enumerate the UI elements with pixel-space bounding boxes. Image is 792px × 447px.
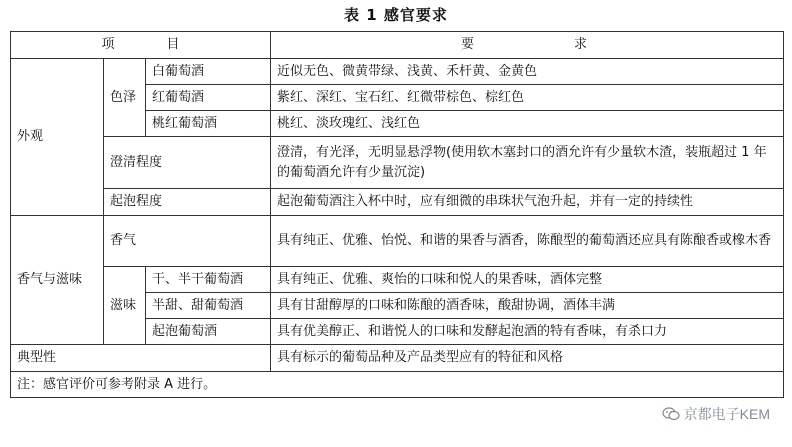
item-white-wine: 白葡萄酒 xyxy=(146,59,271,85)
table-header-row xyxy=(11,32,784,59)
item-sweet-wine: 半甜、甜葡萄酒 xyxy=(146,293,271,319)
req-clarity: 澄清，有光泽，无明显悬浮物(使用软木塞封口的酒允许有少量软木渣，装瓶超过 1 年的葡萄酒允许有少量沉淀) xyxy=(271,137,784,189)
table-note-row xyxy=(11,372,784,398)
item-sparkling-wine: 起泡葡萄酒 xyxy=(146,319,271,345)
table-note: 注：感官评价可参考附录 A 进行。 xyxy=(11,372,784,398)
item-rose-wine: 桃红葡萄酒 xyxy=(146,111,271,137)
watermark-text: 京都电子KEM xyxy=(683,406,770,422)
table-title: 表 1 感官要求 xyxy=(344,6,448,24)
req-dry-wine: 具有纯正、优雅、爽怡的口味和悦人的果香味，酒体完整 xyxy=(271,267,784,293)
table-row xyxy=(11,59,784,85)
req-bubbling: 起泡葡萄酒注入杯中时，应有细微的串珠状气泡升起，并有一定的持续性 xyxy=(271,189,784,216)
table-row xyxy=(11,345,784,372)
watermark xyxy=(662,404,770,424)
table-row xyxy=(11,137,784,189)
item-clarity: 澄清程度 xyxy=(104,137,271,189)
table-row xyxy=(11,267,784,293)
group-label-appearance: 外观 xyxy=(11,59,104,216)
table-row xyxy=(11,189,784,216)
item-typicality: 典型性 xyxy=(11,345,271,372)
subgroup-label-taste: 滋味 xyxy=(104,267,146,345)
req-sweet-wine: 具有甘甜醇厚的口味和陈酿的酒香味，酸甜协调，酒体丰满 xyxy=(271,293,784,319)
item-aroma: 香气 xyxy=(104,216,271,267)
item-red-wine: 红葡萄酒 xyxy=(146,85,271,111)
req-red-wine: 紫红、深红、宝石红、红微带棕色、棕红色 xyxy=(271,85,784,111)
sensory-requirements-table xyxy=(10,31,784,398)
header-requirement: 要求 xyxy=(271,32,784,59)
item-bubbling: 起泡程度 xyxy=(104,189,271,216)
req-rose-wine: 桃红、淡玫瑰红、浅红色 xyxy=(271,111,784,137)
req-sparkling-wine: 具有优美醇正、和谐悦人的口味和发酵起泡酒的特有香味，有杀口力 xyxy=(271,319,784,345)
item-dry-wine: 干、半干葡萄酒 xyxy=(146,267,271,293)
wechat-icon xyxy=(662,407,680,421)
req-aroma: 具有纯正、优雅、怡悦、和谐的果香与酒香，陈酿型的葡萄酒还应具有陈酿香或橡木香 xyxy=(271,216,784,267)
subgroup-label-color: 色泽 xyxy=(104,59,146,137)
header-item: 项目 xyxy=(11,32,271,59)
req-typicality: 具有标示的葡萄品种及产品类型应有的特征和风格 xyxy=(271,345,784,372)
req-white-wine: 近似无色、微黄带绿、浅黄、禾杆黄、金黄色 xyxy=(271,59,784,85)
group-label-aroma-taste: 香气与滋味 xyxy=(11,216,104,345)
table-row xyxy=(11,216,784,267)
